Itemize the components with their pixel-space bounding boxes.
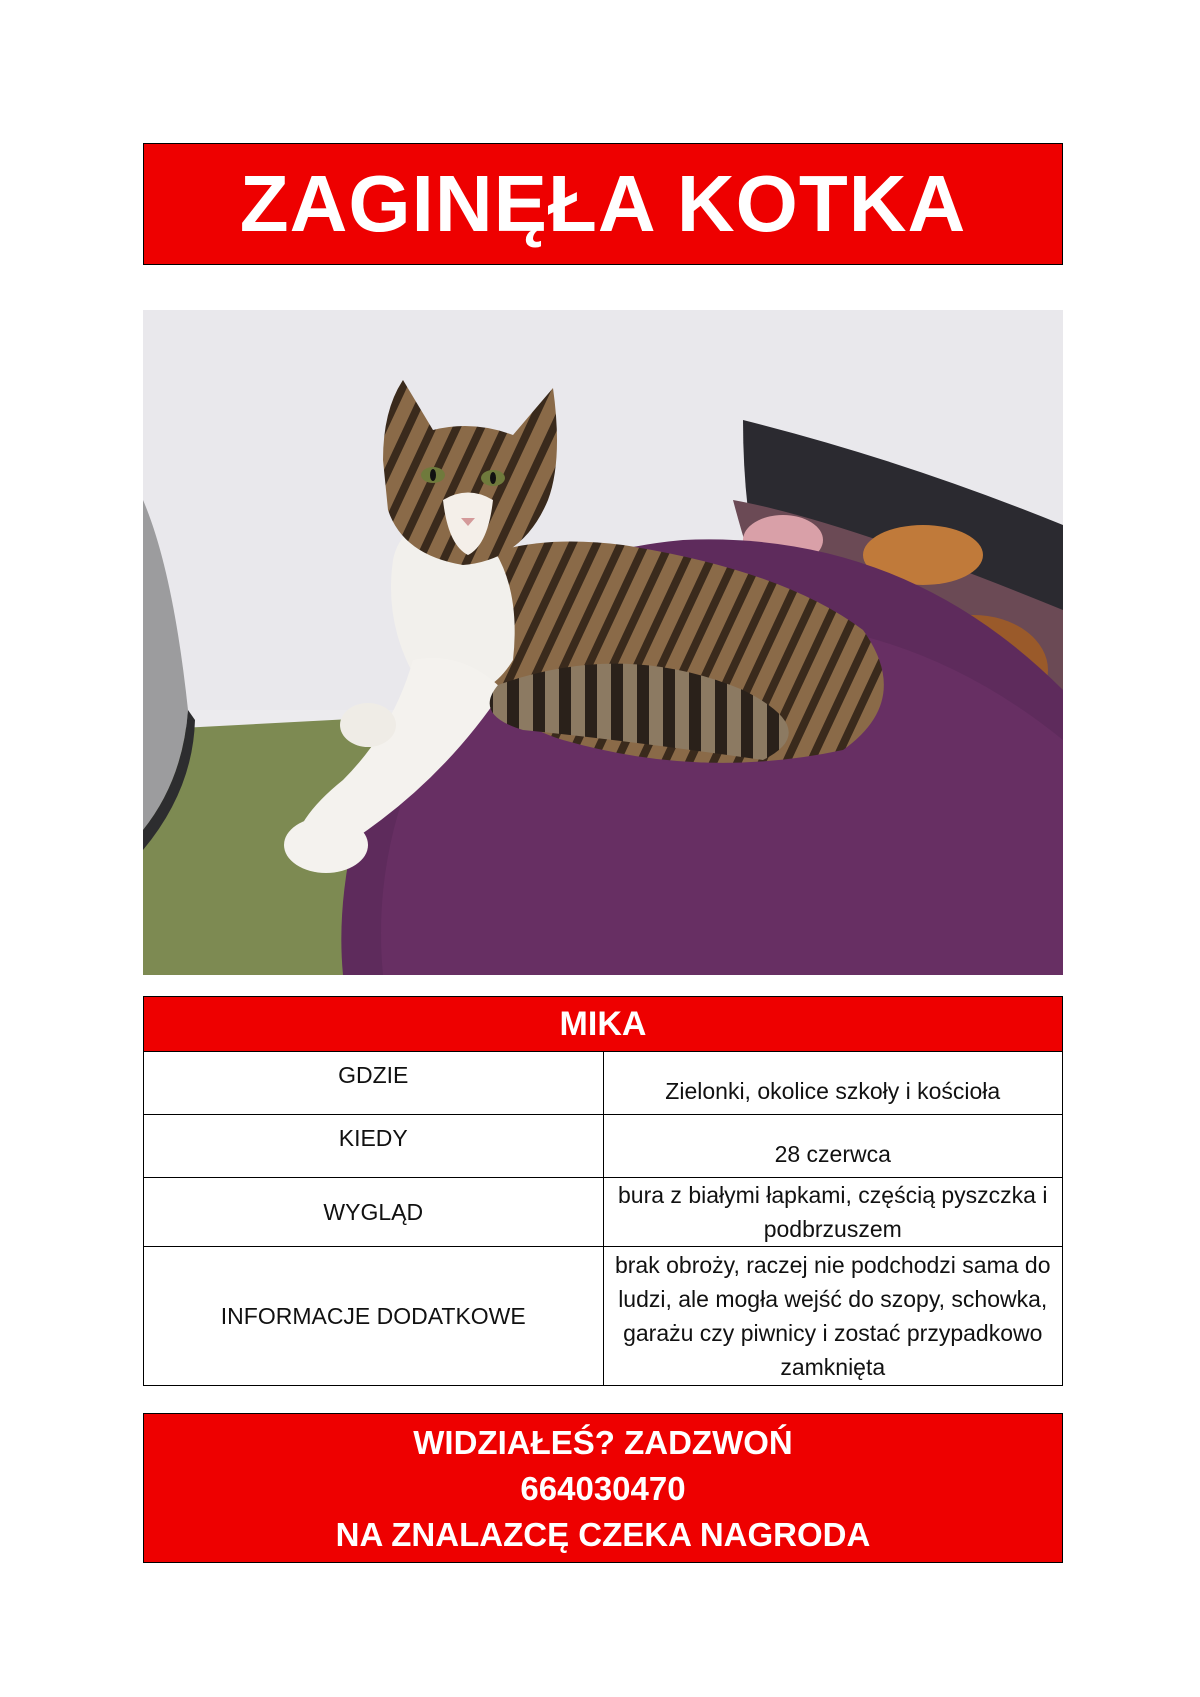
- name-row: [144, 997, 1063, 1052]
- table-row: [144, 1052, 1063, 1115]
- row-value-wyglad: bura z białymi łapkami, częścią pyszczka i podbrzuszem: [603, 1178, 1063, 1247]
- table-row: [144, 1115, 1063, 1178]
- row-label-gdzie: GDZIE: [144, 1052, 604, 1115]
- contact-reward-text: NA ZNALAZCĘ CZEKA NAGRODA: [335, 1516, 871, 1553]
- cat-photo: [143, 310, 1063, 975]
- row-value-gdzie: Zielonki, okolice szkoły i kościoła: [603, 1052, 1063, 1115]
- info-table: [143, 996, 1063, 1386]
- row-label-wyglad: WYGLĄD: [144, 1178, 604, 1247]
- table-row: [144, 1247, 1063, 1386]
- row-label-kiedy: KIEDY: [144, 1115, 604, 1178]
- cat-photo-illustration: [143, 310, 1063, 975]
- contact-phone: 664030470: [520, 1470, 686, 1507]
- row-value-kiedy: 28 czerwca: [603, 1115, 1063, 1178]
- row-value-info: brak obroży, raczej nie podchodzi sama do ludzi, ale mogła wejść do szopy, schowka, garażu czy piwnicy i zostać przypadkowo zamknięta: [603, 1247, 1063, 1386]
- table-row: [144, 1178, 1063, 1247]
- title-banner: [143, 143, 1063, 265]
- poster-title: ZAGINĘŁA KOTKA: [239, 159, 967, 248]
- cat-name: MIKA: [144, 997, 1063, 1052]
- contact-banner: [143, 1413, 1063, 1563]
- contact-call-text: WIDZIAŁEŚ? ZADZWOŃ: [413, 1424, 793, 1461]
- row-label-info: INFORMACJE DODATKOWE: [144, 1247, 604, 1386]
